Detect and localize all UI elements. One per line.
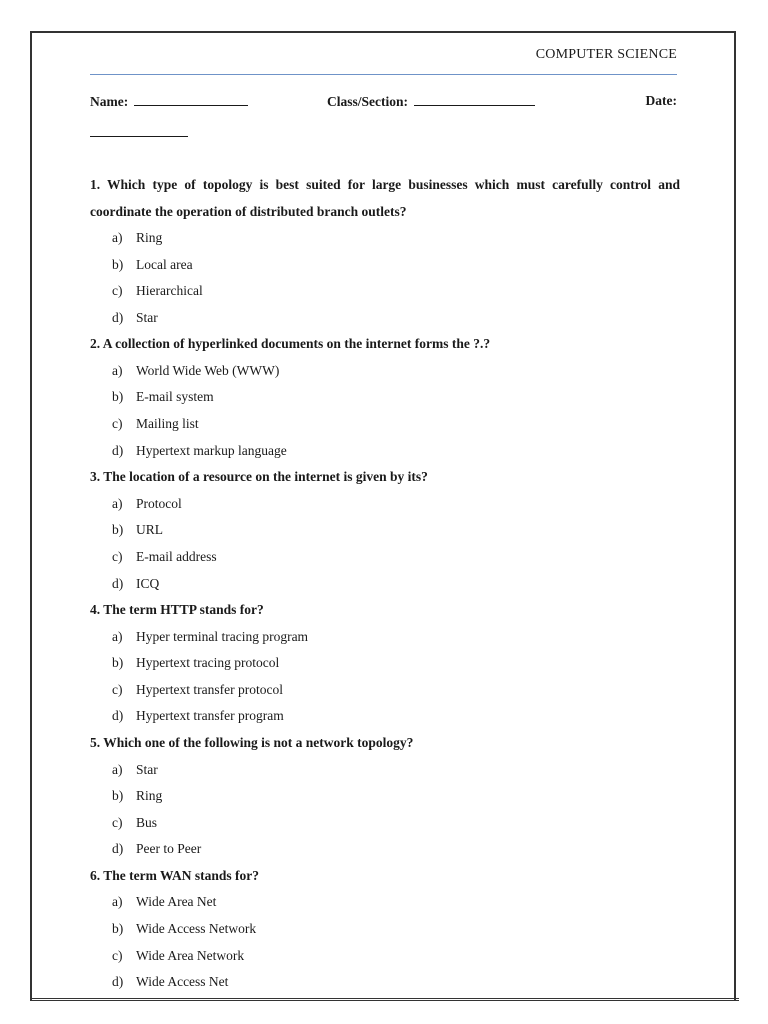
option-text: Wide Access Network bbox=[136, 920, 257, 936]
option-letter: a) bbox=[112, 761, 123, 777]
question-block bbox=[90, 172, 680, 331]
question-block bbox=[90, 331, 680, 464]
option-letter: c) bbox=[112, 548, 123, 564]
question-block bbox=[90, 863, 680, 996]
option-letter: b) bbox=[112, 920, 124, 936]
option-letter: b) bbox=[112, 389, 124, 405]
option-text: Local area bbox=[136, 256, 193, 272]
question-text: 6. The term WAN stands for? bbox=[90, 867, 260, 883]
question-text: 5. Which one of the following is not a network topology? bbox=[90, 735, 414, 750]
option-text: Star bbox=[136, 761, 158, 777]
option-text: Hierarchical bbox=[136, 283, 203, 299]
option-text: Hypertext tracing protocol bbox=[136, 655, 280, 671]
answer-option bbox=[90, 305, 680, 332]
question-text: 1. Which type of topology is best suited for large businesses which must carefully control and coordinate the operation of distributed branch outlets? bbox=[90, 177, 680, 219]
answer-option bbox=[90, 783, 680, 810]
answer-option bbox=[90, 384, 680, 411]
class-section-field bbox=[327, 93, 535, 110]
option-letter: b) bbox=[112, 522, 124, 538]
option-text: Hypertext markup language bbox=[136, 442, 287, 458]
answer-option bbox=[90, 624, 680, 651]
name-field bbox=[90, 93, 248, 110]
option-letter: a) bbox=[112, 628, 123, 644]
option-text: Protocol bbox=[136, 495, 182, 511]
option-letter: a) bbox=[112, 894, 123, 910]
question-block bbox=[90, 730, 680, 863]
answer-option bbox=[90, 571, 680, 598]
option-text: Mailing list bbox=[136, 416, 199, 432]
option-text: Ring bbox=[136, 788, 163, 804]
option-list bbox=[90, 491, 680, 597]
option-letter: d) bbox=[112, 841, 124, 857]
option-letter: d) bbox=[112, 974, 124, 990]
option-letter: c) bbox=[112, 681, 123, 697]
answer-option bbox=[90, 650, 680, 677]
answer-option bbox=[90, 969, 680, 996]
option-letter: a) bbox=[112, 362, 123, 378]
question-text: 3. The location of a resource on the internet is given by its? bbox=[90, 469, 428, 485]
subject-header: COMPUTER SCIENCE bbox=[535, 47, 677, 62]
option-text: Wide Area Network bbox=[136, 947, 245, 963]
question-block bbox=[90, 597, 680, 730]
option-text: E-mail address bbox=[136, 548, 217, 564]
answer-option bbox=[90, 916, 680, 943]
option-list bbox=[90, 624, 680, 730]
option-text: Bus bbox=[136, 814, 158, 830]
question-block bbox=[90, 464, 680, 597]
date-label: Date: bbox=[645, 93, 677, 108]
question-text: 4. The term HTTP stands for? bbox=[90, 602, 264, 618]
option-list bbox=[90, 225, 680, 331]
answer-option bbox=[90, 411, 680, 438]
option-letter: a) bbox=[112, 230, 123, 245]
class-section-blank[interactable] bbox=[414, 93, 535, 106]
option-text: Hypertext transfer program bbox=[136, 708, 284, 724]
answer-option bbox=[90, 358, 680, 385]
option-letter: d) bbox=[112, 575, 124, 591]
option-text: World Wide Web (WWW) bbox=[136, 362, 280, 378]
answer-option bbox=[90, 438, 680, 465]
option-letter: b) bbox=[112, 256, 124, 272]
option-letter: c) bbox=[112, 814, 123, 830]
answer-option bbox=[90, 943, 680, 970]
option-text: ICQ bbox=[136, 575, 160, 591]
option-letter: c) bbox=[112, 416, 123, 432]
class-section-label: Class/Section: bbox=[327, 94, 408, 109]
name-blank[interactable] bbox=[134, 93, 248, 106]
answer-option bbox=[90, 278, 680, 305]
option-text: Star bbox=[136, 309, 158, 325]
option-text: E-mail system bbox=[136, 389, 214, 405]
option-letter: b) bbox=[112, 788, 124, 804]
answer-option bbox=[90, 757, 680, 784]
answer-option bbox=[90, 544, 680, 571]
date-blank[interactable] bbox=[90, 136, 188, 137]
answer-option bbox=[90, 703, 680, 730]
option-letter: c) bbox=[112, 947, 123, 963]
option-letter: d) bbox=[112, 442, 124, 458]
answer-option bbox=[90, 491, 680, 518]
student-info-row bbox=[90, 93, 677, 113]
header-divider bbox=[90, 74, 677, 75]
option-letter: b) bbox=[112, 655, 124, 671]
answer-option bbox=[90, 517, 680, 544]
option-list bbox=[90, 889, 680, 995]
option-letter: a) bbox=[112, 495, 123, 511]
option-letter: d) bbox=[112, 309, 124, 325]
option-letter: d) bbox=[112, 708, 124, 724]
option-text: Wide Area Net bbox=[136, 894, 217, 910]
answer-option bbox=[90, 677, 680, 704]
question-list bbox=[90, 172, 680, 996]
answer-option bbox=[90, 889, 680, 916]
option-list bbox=[90, 358, 680, 464]
answer-option bbox=[90, 225, 680, 252]
answer-option bbox=[90, 252, 680, 279]
answer-option bbox=[90, 836, 680, 863]
option-letter: c) bbox=[112, 283, 123, 299]
answer-option bbox=[90, 810, 680, 837]
name-label: Name: bbox=[90, 94, 129, 109]
option-text: Peer to Peer bbox=[136, 841, 202, 857]
option-text: URL bbox=[136, 522, 163, 538]
option-text: Wide Access Net bbox=[136, 974, 229, 990]
option-text: Hypertext transfer protocol bbox=[136, 681, 283, 697]
option-text: Hyper terminal tracing program bbox=[136, 628, 309, 644]
question-text: 2. A collection of hyperlinked documents on the internet forms the ?.? bbox=[90, 336, 491, 352]
page-bottom-border bbox=[30, 998, 739, 1001]
option-text: Ring bbox=[136, 230, 163, 245]
option-list bbox=[90, 757, 680, 863]
